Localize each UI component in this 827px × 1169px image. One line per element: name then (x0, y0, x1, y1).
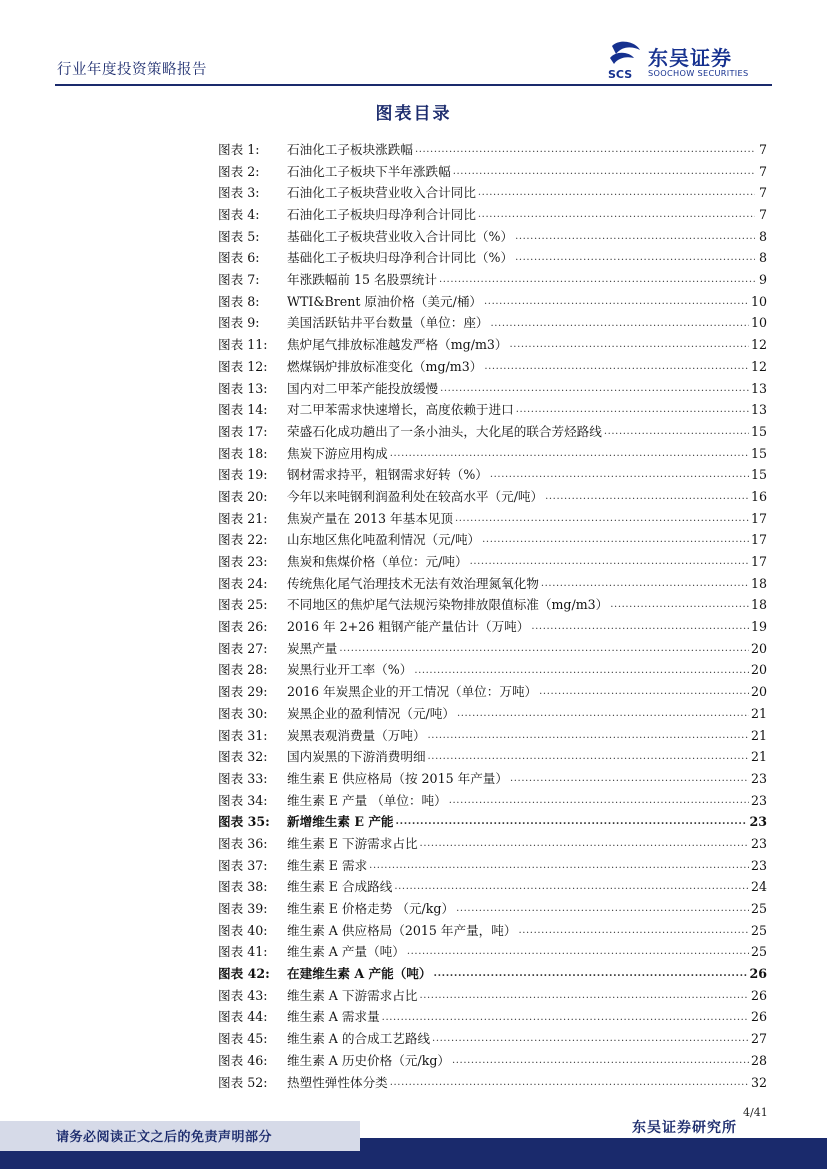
toc-entry-label: 图表 23: (218, 554, 268, 570)
toc-entry-page: 10 (750, 293, 767, 309)
footer-organization: 东吴证券研究所 (632, 1120, 737, 1136)
toc-entry-page: 17 (750, 510, 767, 526)
toc-entry-text: 热塑性弹性体分类 (287, 1074, 388, 1090)
toc-entry[interactable] (218, 573, 767, 595)
toc-leader-dots (419, 985, 749, 1007)
toc-entry-label: 图表 34: (218, 792, 268, 808)
toc-leader-dots (390, 443, 749, 465)
toc-entry-page: 20 (750, 640, 767, 656)
toc-entry-page: 17 (750, 554, 767, 570)
toc-entry-label: 图表 39: (218, 901, 268, 917)
toc-leader-dots (396, 811, 748, 833)
toc-entry-text: 焦炭和焦煤价格（单位：元/吨） (287, 554, 468, 570)
soochow-logo-icon (606, 40, 646, 82)
toc-entry-text: 维生素 A 需求量 (287, 1009, 380, 1025)
toc-entry[interactable] (218, 811, 767, 833)
toc-entry-page: 15 (750, 467, 767, 483)
toc-leader-dots (484, 356, 749, 378)
toc-leader-dots (339, 638, 749, 660)
toc-leader-dots (455, 508, 749, 530)
toc-entry-page: 23 (749, 814, 767, 830)
toc-entry-text: 2016 年 2+26 粗钢产能产量估计（万吨） (287, 619, 530, 635)
toc-entry-text: 不同地区的焦炉尾气法规污染物排放限值标准（mg/m3） (287, 597, 609, 613)
toc-entry[interactable] (218, 551, 767, 573)
toc-entry-text: 燃煤锅炉排放标准变化（mg/m3） (287, 358, 483, 374)
toc-entry[interactable] (218, 833, 767, 855)
toc-entry-page: 24 (750, 879, 767, 895)
toc-entry[interactable] (218, 1072, 767, 1094)
toc-entry-label: 图表 26: (218, 619, 268, 635)
toc-entry-label: 图表 7: (218, 272, 260, 288)
toc-leader-dots (456, 898, 749, 920)
toc-entry-label: 图表 42: (218, 966, 270, 982)
toc-leader-dots (604, 421, 749, 443)
toc-leader-dots (539, 681, 749, 703)
toc-entry[interactable] (218, 313, 767, 335)
toc-entry-text: 炭黑产量 (287, 640, 338, 656)
toc-leader-dots (407, 941, 749, 963)
toc-entry-text: 对二甲苯需求快速增长，高度依赖于进口 (287, 402, 514, 418)
toc-entry-page: 21 (750, 727, 767, 743)
toc-entry-text: 维生素 E 价格走势 （元/kg） (287, 901, 455, 917)
toc-entry-text: 石油化工子板块归母净利合计同比 (287, 207, 476, 223)
toc-entry-page: 7 (758, 163, 767, 179)
toc-leader-dots (457, 703, 749, 725)
toc-entry-label: 图表 46: (218, 1052, 268, 1068)
toc-entry-text: 基础化工子板块营业收入合计同比（%） (287, 228, 514, 244)
toc-entry-label: 图表 27: (218, 640, 268, 656)
toc-entry-page: 20 (750, 662, 767, 678)
toc-entry-text: 维生素 E 供应格局（按 2015 年产量） (287, 770, 508, 786)
toc-entry-label: 图表 11: (218, 337, 268, 353)
toc-entry-page: 21 (750, 705, 767, 721)
toc-leader-dots (432, 1028, 749, 1050)
toc-leader-dots (484, 291, 749, 313)
toc-entry-label: 图表 36: (218, 835, 268, 851)
toc-entry-text: 维生素 E 下游需求占比 (287, 835, 418, 851)
toc-entry-label: 图表 33: (218, 770, 268, 786)
toc-entry[interactable] (218, 161, 767, 183)
toc-entry-label: 图表 30: (218, 705, 268, 721)
toc-entry-text: 传统焦化尾气治理技术无法有效治理氮氧化物 (287, 575, 539, 591)
toc-entry-label: 图表 44: (218, 1009, 268, 1025)
toc-entry-label: 图表 21: (218, 510, 268, 526)
toc-entry-label: 图表 40: (218, 922, 268, 938)
toc-leader-dots (518, 920, 749, 942)
toc-leader-dots (390, 1072, 749, 1094)
toc-entry-page: 32 (750, 1074, 767, 1090)
page-number: 4/41 (743, 1106, 768, 1119)
report-type-title: 行业年度投资策略报告 (57, 62, 207, 78)
toc-entry[interactable] (218, 226, 767, 248)
toc-entry-text: 石油化工子板块下半年涨跌幅 (287, 163, 451, 179)
company-name-cn: 东吴证券 (648, 46, 732, 70)
toc-entry-page: 26 (750, 1009, 767, 1025)
toc-entry[interactable] (218, 941, 767, 963)
toc-entry-label: 图表 43: (218, 987, 268, 1003)
toc-entry-text: 基础化工子板块归母净利合计同比（%） (287, 250, 514, 266)
toc-entry[interactable] (218, 529, 767, 551)
toc-entry-page: 9 (758, 272, 767, 288)
toc-entry-text: 维生素 A 的合成工艺路线 (287, 1031, 431, 1047)
toc-leader-dots (478, 204, 755, 226)
toc-entry-label: 图表 29: (218, 684, 268, 700)
toc-entry-text: 石油化工子板块营业收入合计同比 (287, 185, 476, 201)
toc-title: 图表目录 (375, 104, 452, 124)
toc-leader-dots (439, 269, 755, 291)
toc-entry[interactable] (218, 876, 767, 898)
toc-entry[interactable] (218, 746, 767, 768)
toc-leader-dots (440, 378, 749, 400)
toc-entry-label: 图表 14: (218, 402, 268, 418)
toc-entry-label: 图表 13: (218, 380, 268, 396)
toc-leader-dots (449, 790, 749, 812)
toc-entry[interactable] (218, 963, 767, 985)
toc-leader-dots (531, 616, 749, 638)
toc-entry-page: 12 (750, 337, 767, 353)
toc-leader-dots (428, 725, 749, 747)
toc-entry-text: 焦炉尾气排放标准越发严格（mg/m3） (287, 337, 508, 353)
toc-leader-dots (545, 486, 749, 508)
toc-leader-dots (428, 746, 749, 768)
toc-entry[interactable] (218, 291, 767, 313)
toc-entry[interactable] (218, 421, 767, 443)
toc-entry[interactable] (218, 356, 767, 378)
toc-entry-text: 新增维生素 E 产能 (287, 814, 394, 830)
logo-mark-text: SCS (608, 68, 633, 81)
toc-entry-text: 炭黑企业的盈利情况（元/吨） (287, 705, 455, 721)
toc-entry[interactable] (218, 920, 767, 942)
toc-entry-label: 图表 28: (218, 662, 268, 678)
toc-leader-dots (415, 139, 755, 161)
toc-leader-dots (491, 313, 749, 335)
toc-entry[interactable] (218, 1007, 767, 1029)
toc-entry[interactable] (218, 378, 767, 400)
toc-entry-label: 图表 38: (218, 879, 268, 895)
toc-entry-label: 图表 35: (218, 814, 270, 830)
toc-leader-dots (369, 855, 749, 877)
toc-entry-page: 20 (750, 684, 767, 700)
company-logo (606, 40, 776, 82)
toc-leader-dots (490, 464, 749, 486)
toc-entry-text: 焦炭产量在 2013 年基本见顶 (287, 510, 453, 526)
toc-entry-text: WTI&Brent 原油价格（美元/桶） (287, 293, 483, 309)
toc-leader-dots (394, 876, 749, 898)
toc-entry-label: 图表 4: (218, 207, 260, 223)
toc-entry[interactable] (218, 464, 767, 486)
toc-entry-page: 7 (758, 141, 767, 157)
toc-entry-text: 在建维生素 A 产能（吨） (287, 966, 432, 982)
toc-entry-page: 27 (750, 1031, 767, 1047)
toc-entry-page: 12 (750, 358, 767, 374)
toc-leader-dots (482, 529, 749, 551)
toc-entry-label: 图表 18: (218, 445, 268, 461)
toc-entry[interactable] (218, 898, 767, 920)
toc-entry-label: 图表 8: (218, 293, 260, 309)
toc-entry-page: 19 (750, 619, 767, 635)
toc-entry-page: 26 (750, 987, 767, 1003)
toc-entry-text: 维生素 A 历史价格（元/kg） (287, 1052, 450, 1068)
toc-entry-page: 26 (749, 966, 767, 982)
toc-entry[interactable] (218, 182, 767, 204)
toc-entry[interactable] (218, 638, 767, 660)
toc-entry-label: 图表 37: (218, 857, 268, 873)
toc-leader-dots (382, 1007, 749, 1029)
toc-entry-text: 国内对二甲苯产能投放缓慢 (287, 380, 439, 396)
toc-entry[interactable] (218, 399, 767, 421)
toc-entry-label: 图表 20: (218, 488, 268, 504)
toc-entry[interactable] (218, 1028, 767, 1050)
toc-entry-label: 图表 45: (218, 1031, 268, 1047)
toc-entry-text: 美国活跃钻井平台数量（单位：座） (287, 315, 489, 331)
toc-leader-dots (515, 247, 755, 269)
toc-entry-page: 23 (750, 857, 767, 873)
toc-entry-text: 炭黑表观消费量（万吨） (287, 727, 426, 743)
disclaimer-text: 请务必阅读正文之后的免责声明部分 (56, 1130, 273, 1145)
toc-entry-page: 13 (750, 402, 767, 418)
toc-entry-page: 28 (750, 1052, 767, 1068)
toc-entry-label: 图表 24: (218, 575, 268, 591)
toc-entry-label: 图表 3: (218, 185, 260, 201)
toc-entry-label: 图表 12: (218, 358, 268, 374)
toc-entry-label: 图表 32: (218, 749, 268, 765)
toc-entry-page: 16 (750, 488, 767, 504)
toc-entry-page: 18 (750, 575, 767, 591)
toc-leader-dots (610, 594, 749, 616)
toc-entry[interactable] (218, 725, 767, 747)
toc-entry-page: 13 (750, 380, 767, 396)
toc-entry-text: 荣盛石化成功趟出了一条小油头，大化尾的联合芳烃路线 (287, 423, 602, 439)
toc-entry[interactable] (218, 660, 767, 682)
toc-entry[interactable] (218, 139, 767, 161)
toc-leader-dots (433, 963, 747, 985)
header-divider (55, 84, 772, 86)
toc-entry-text: 维生素 A 产量（吨） (287, 944, 405, 960)
toc-entry-label: 图表 2: (218, 163, 260, 179)
toc-entry-page: 10 (750, 315, 767, 331)
toc-entry-label: 图表 1: (218, 141, 260, 157)
toc-leader-dots (470, 551, 749, 573)
toc-entry-page: 23 (750, 835, 767, 851)
toc-entry-text: 2016 年炭黑企业的开工情况（单位：万吨） (287, 684, 538, 700)
toc-entry[interactable] (218, 790, 767, 812)
toc-entry-label: 图表 17: (218, 423, 268, 439)
toc-entry-text: 维生素 E 需求 (287, 857, 368, 873)
toc-entry-label: 图表 19: (218, 467, 268, 483)
toc-entry-text: 焦炭下游应用构成 (287, 445, 388, 461)
toc-entry-page: 8 (758, 250, 767, 266)
toc-entry[interactable] (218, 594, 767, 616)
toc-leader-dots (478, 182, 755, 204)
toc-entry[interactable] (218, 247, 767, 269)
toc-entry-label: 图表 31: (218, 727, 268, 743)
toc-entry-page: 21 (750, 749, 767, 765)
toc-entry[interactable] (218, 486, 767, 508)
toc-entry-text: 年涨跌幅前 15 名股票统计 (287, 272, 437, 288)
toc-leader-dots (414, 660, 749, 682)
toc-leader-dots (516, 399, 749, 421)
toc-entry[interactable] (218, 768, 767, 790)
toc-entry[interactable] (218, 443, 767, 465)
toc-entry[interactable] (218, 855, 767, 877)
toc-entry-text: 维生素 A 下游需求占比 (287, 987, 418, 1003)
company-name-en: SOOCHOW SECURITIES (648, 68, 749, 78)
toc-entry-label: 图表 25: (218, 597, 268, 613)
toc-entry-label: 图表 6: (218, 250, 260, 266)
toc-entry-page: 25 (750, 922, 767, 938)
toc-entry-page: 7 (758, 185, 767, 201)
toc-entry-label: 图表 9: (218, 315, 260, 331)
toc-entry-text: 钢材需求持平，粗钢需求好转（%） (287, 467, 488, 483)
toc-entry-text: 炭黑行业开工率（%） (287, 662, 413, 678)
toc-entry[interactable] (218, 334, 767, 356)
toc-entry-page: 7 (758, 207, 767, 223)
toc-entry-text: 维生素 E 合成路线 (287, 879, 393, 895)
toc-entry[interactable] (218, 269, 767, 291)
toc-entry-label: 图表 52: (218, 1074, 268, 1090)
toc-entry-label: 图表 41: (218, 944, 268, 960)
toc-entry-text: 维生素 A 供应格局（2015 年产量，吨） (287, 922, 517, 938)
toc-leader-dots (541, 573, 749, 595)
toc-entry-page: 18 (750, 597, 767, 613)
toc-entry[interactable] (218, 703, 767, 725)
toc-entry-text: 今年以来吨钢利润盈利处在较高水平（元/吨） (287, 488, 544, 504)
toc-entry[interactable] (218, 616, 767, 638)
toc-entry-page: 15 (750, 445, 767, 461)
toc-entry-label: 图表 5: (218, 228, 260, 244)
toc-entry[interactable] (218, 985, 767, 1007)
toc-entry-page: 25 (750, 944, 767, 960)
toc-leader-dots (420, 833, 749, 855)
toc-entry[interactable] (218, 1050, 767, 1072)
chart-index-list (218, 139, 767, 1093)
toc-entry-page: 15 (750, 423, 767, 439)
toc-entry-page: 17 (750, 532, 767, 548)
toc-entry-page: 8 (758, 228, 767, 244)
toc-entry-text: 山东地区焦化吨盈利情况（元/吨） (287, 532, 481, 548)
toc-entry-text: 维生素 E 产量 （单位：吨） (287, 792, 447, 808)
toc-entry-page: 23 (750, 770, 767, 786)
toc-leader-dots (510, 768, 749, 790)
toc-entry-page: 25 (750, 901, 767, 917)
toc-entry[interactable] (218, 204, 767, 226)
toc-entry-text: 石油化工子板块涨跌幅 (287, 141, 413, 157)
toc-leader-dots (452, 1050, 749, 1072)
toc-leader-dots (510, 334, 749, 356)
toc-entry[interactable] (218, 508, 767, 530)
toc-leader-dots (515, 226, 755, 248)
toc-entry-label: 图表 22: (218, 532, 268, 548)
toc-leader-dots (453, 161, 755, 183)
toc-entry[interactable] (218, 681, 767, 703)
toc-entry-text: 国内炭黑的下游消费明细 (287, 749, 426, 765)
toc-entry-page: 23 (750, 792, 767, 808)
